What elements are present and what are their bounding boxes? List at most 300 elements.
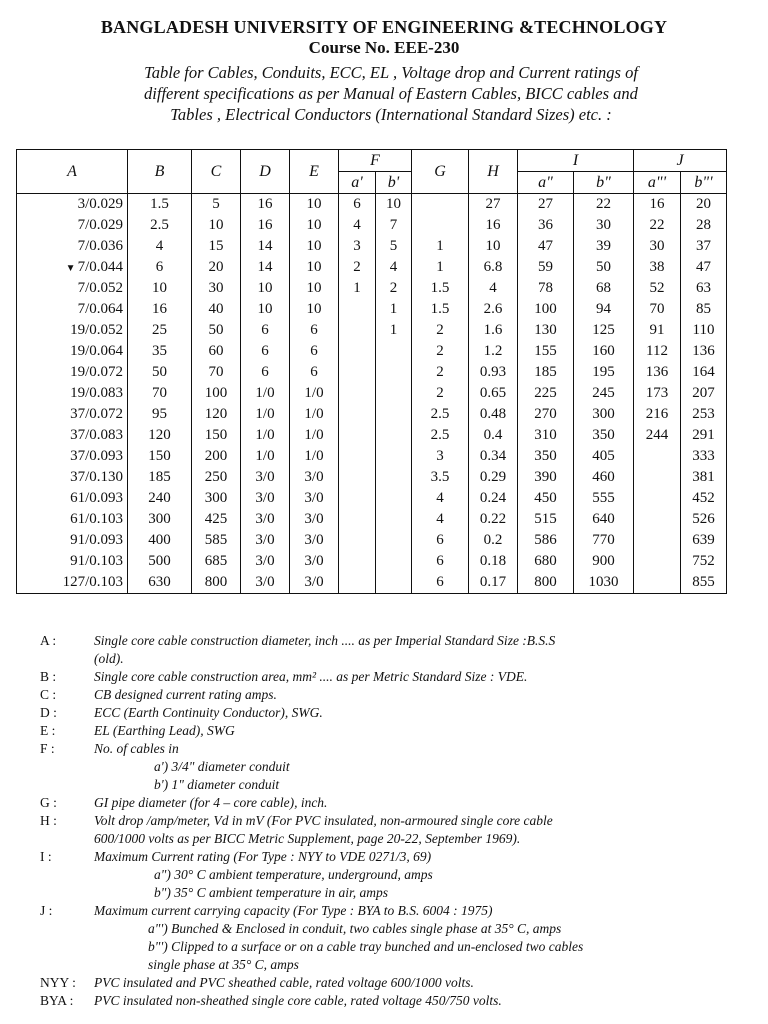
- cell-c: 200: [192, 446, 241, 467]
- legend-key: I :: [40, 849, 52, 864]
- cell-a: [17, 446, 128, 467]
- cell-a-value: 19/0.064: [70, 343, 123, 359]
- cell-ia: 47: [518, 236, 574, 257]
- legend-text: a') 3/4" diameter conduit: [154, 759, 290, 774]
- cell-ja: [634, 530, 681, 551]
- cell-c: 800: [192, 572, 241, 594]
- cell-g: 2: [412, 320, 469, 341]
- cell-d: 1/0: [241, 425, 290, 446]
- cell-fa: 1: [339, 278, 376, 299]
- document-header: [0, 16, 768, 58]
- cell-ib: 460: [574, 467, 634, 488]
- cell-g: 2: [412, 383, 469, 404]
- cell-d: 14: [241, 236, 290, 257]
- legend: [40, 632, 752, 1010]
- cell-a-value: 91/0.103: [70, 553, 123, 569]
- cell-ia: 450: [518, 488, 574, 509]
- legend-text: EL (Earthing Lead), SWG: [94, 723, 235, 738]
- legend-item: [40, 740, 752, 758]
- cell-e: 10: [290, 299, 339, 320]
- cell-ja: [634, 551, 681, 572]
- cell-ja: 52: [634, 278, 681, 299]
- cell-h: 27: [469, 194, 518, 216]
- cell-ib: 30: [574, 215, 634, 236]
- table-row: [17, 341, 727, 362]
- cell-a: [17, 383, 128, 404]
- table-row: [17, 467, 727, 488]
- cell-fb: [376, 572, 412, 594]
- cell-b: 25: [128, 320, 192, 341]
- legend-key: [40, 650, 94, 668]
- cell-jb: 85: [681, 299, 727, 320]
- cell-a-value: 37/0.130: [70, 469, 123, 485]
- cell-ib: 160: [574, 341, 634, 362]
- cell-ib: 22: [574, 194, 634, 216]
- cell-jb: 164: [681, 362, 727, 383]
- legend-item: [40, 650, 752, 668]
- cell-e: 3/0: [290, 467, 339, 488]
- legend-item: [40, 704, 752, 722]
- legend-text: PVC insulated non-sheathed single core cable, rated voltage 450/750 volts.: [94, 993, 502, 1008]
- cell-b: 2.5: [128, 215, 192, 236]
- cell-ib: 50: [574, 257, 634, 278]
- table-row: [17, 320, 727, 341]
- cell-a-value: 37/0.093: [70, 448, 123, 464]
- cell-a: [17, 341, 128, 362]
- cell-ja: 136: [634, 362, 681, 383]
- cell-h: 0.17: [469, 572, 518, 594]
- legend-key: F :: [40, 741, 55, 756]
- cell-h: 0.65: [469, 383, 518, 404]
- cell-b: 120: [128, 425, 192, 446]
- cell-b: 630: [128, 572, 192, 594]
- cell-ia: 36: [518, 215, 574, 236]
- cell-h: 0.29: [469, 467, 518, 488]
- cell-c: 60: [192, 341, 241, 362]
- cell-e: 10: [290, 194, 339, 216]
- cell-e: 10: [290, 278, 339, 299]
- cell-ib: 94: [574, 299, 634, 320]
- cell-fa: 3: [339, 236, 376, 257]
- cell-fa: 4: [339, 215, 376, 236]
- cell-ib: 555: [574, 488, 634, 509]
- legend-key: NYY :: [40, 975, 76, 990]
- cell-ja: [634, 488, 681, 509]
- cell-ia: 225: [518, 383, 574, 404]
- legend-key: A :: [40, 633, 57, 648]
- legend-text: Single core cable construction area, mm² .... as per Metric Standard Size : VDE.: [94, 669, 528, 684]
- cell-e: 3/0: [290, 530, 339, 551]
- cell-c: 300: [192, 488, 241, 509]
- cell-a: [17, 551, 128, 572]
- legend-item: [40, 920, 752, 938]
- cell-d: 3/0: [241, 467, 290, 488]
- cell-e: 3/0: [290, 509, 339, 530]
- table-row: [17, 551, 727, 572]
- cell-b: 300: [128, 509, 192, 530]
- cell-jb: 639: [681, 530, 727, 551]
- cell-h: 0.2: [469, 530, 518, 551]
- cell-g: 3: [412, 446, 469, 467]
- cell-g: 4: [412, 509, 469, 530]
- legend-text: ECC (Earth Continuity Conductor), SWG.: [94, 705, 323, 720]
- legend-text: CB designed current rating amps.: [94, 687, 277, 702]
- cell-a-value: 61/0.103: [70, 511, 123, 527]
- cell-c: 100: [192, 383, 241, 404]
- legend-key: B :: [40, 669, 57, 684]
- cell-ia: 130: [518, 320, 574, 341]
- cell-d: 10: [241, 278, 290, 299]
- cell-b: 150: [128, 446, 192, 467]
- cell-jb: 333: [681, 446, 727, 467]
- intro-paragraph: [46, 62, 736, 125]
- header-e: E: [290, 150, 339, 194]
- cell-b: 35: [128, 341, 192, 362]
- cell-a: [17, 362, 128, 383]
- legend-text: 600/1000 volts as per BICC Metric Supplement, page 20-22, September 1969).: [94, 831, 521, 846]
- cell-jb: 752: [681, 551, 727, 572]
- legend-key: G :: [40, 795, 57, 810]
- cell-a: [17, 404, 128, 425]
- cell-fa: 6: [339, 194, 376, 216]
- cell-a: [17, 215, 128, 236]
- legend-item: [40, 956, 752, 974]
- cell-fa: [339, 383, 376, 404]
- cell-fb: 1: [376, 320, 412, 341]
- cell-h: 0.48: [469, 404, 518, 425]
- cell-b: 50: [128, 362, 192, 383]
- legend-key: C :: [40, 687, 57, 702]
- cell-b: 185: [128, 467, 192, 488]
- cell-h: 1.6: [469, 320, 518, 341]
- cell-c: 250: [192, 467, 241, 488]
- legend-text: Maximum current carrying capacity (For Type : BYA to B.S. 6004 : 1975): [94, 903, 493, 918]
- subheader-i-b: b": [574, 172, 634, 194]
- cell-ib: 39: [574, 236, 634, 257]
- legend-text: GI pipe diameter (for 4 – core cable), inch.: [94, 795, 328, 810]
- cell-a-value: 7/0.064: [77, 301, 123, 317]
- legend-text: b") 35° C ambient temperature in air, amps: [154, 885, 389, 900]
- cell-a-value: 37/0.083: [70, 427, 123, 443]
- cell-a: [17, 530, 128, 551]
- cell-a: [17, 425, 128, 446]
- header-g: G: [412, 150, 469, 194]
- cell-jb: 28: [681, 215, 727, 236]
- cell-b: 240: [128, 488, 192, 509]
- legend-item: [40, 830, 752, 848]
- subheader-j-b: b"': [681, 172, 727, 194]
- cell-g: 2.5: [412, 425, 469, 446]
- cell-h: 0.24: [469, 488, 518, 509]
- cell-d: 3/0: [241, 572, 290, 594]
- cell-e: 3/0: [290, 488, 339, 509]
- cell-fb: 7: [376, 215, 412, 236]
- cell-ia: 350: [518, 446, 574, 467]
- cell-ja: [634, 446, 681, 467]
- table-row: [17, 425, 727, 446]
- cell-jb: 291: [681, 425, 727, 446]
- cell-fb: [376, 530, 412, 551]
- legend-item: [40, 884, 752, 902]
- cell-fb: [376, 509, 412, 530]
- cell-c: 40: [192, 299, 241, 320]
- cell-d: 3/0: [241, 488, 290, 509]
- legend-text: (old).: [94, 651, 124, 666]
- cell-d: 6: [241, 341, 290, 362]
- cell-ja: 70: [634, 299, 681, 320]
- legend-text: No. of cables in: [94, 741, 179, 756]
- cell-g: 1.5: [412, 278, 469, 299]
- cell-a: [17, 257, 128, 278]
- cell-ib: 245: [574, 383, 634, 404]
- cell-ja: 216: [634, 404, 681, 425]
- cell-e: 1/0: [290, 404, 339, 425]
- cell-a-value: 7/0.044: [77, 259, 123, 275]
- cell-ja: 244: [634, 425, 681, 446]
- cell-jb: 381: [681, 467, 727, 488]
- cell-b: 1.5: [128, 194, 192, 216]
- cell-fa: [339, 362, 376, 383]
- legend-key: E :: [40, 723, 56, 738]
- cell-d: 3/0: [241, 530, 290, 551]
- legend-text: a") 30° C ambient temperature, underground, amps: [154, 867, 433, 882]
- cell-fb: [376, 425, 412, 446]
- cell-h: 1.2: [469, 341, 518, 362]
- cell-e: 3/0: [290, 551, 339, 572]
- cell-fa: [339, 467, 376, 488]
- cell-c: 120: [192, 404, 241, 425]
- cell-d: 6: [241, 362, 290, 383]
- cell-jb: 253: [681, 404, 727, 425]
- cell-a: [17, 278, 128, 299]
- cell-ib: 640: [574, 509, 634, 530]
- cell-g: 6: [412, 551, 469, 572]
- cell-c: 150: [192, 425, 241, 446]
- subheader-i-a: a": [518, 172, 574, 194]
- cell-ja: 38: [634, 257, 681, 278]
- cell-g: 2: [412, 362, 469, 383]
- cell-jb: 452: [681, 488, 727, 509]
- subheader-f-a: a': [339, 172, 376, 194]
- cell-c: 585: [192, 530, 241, 551]
- cell-fb: 1: [376, 299, 412, 320]
- cell-ib: 125: [574, 320, 634, 341]
- cell-h: 2.6: [469, 299, 518, 320]
- course-number: Course No. EEE-230: [308, 38, 460, 57]
- cell-ja: 91: [634, 320, 681, 341]
- cell-ja: 173: [634, 383, 681, 404]
- cell-e: 10: [290, 215, 339, 236]
- legend-key: D :: [40, 705, 57, 720]
- header-a: A: [17, 150, 128, 194]
- legend-item: [40, 722, 752, 740]
- cell-fb: 5: [376, 236, 412, 257]
- cell-d: 16: [241, 194, 290, 216]
- cell-jb: 20: [681, 194, 727, 216]
- cell-fb: [376, 551, 412, 572]
- cell-ia: 270: [518, 404, 574, 425]
- cell-b: 4: [128, 236, 192, 257]
- cell-c: 30: [192, 278, 241, 299]
- cell-a: [17, 467, 128, 488]
- cell-g: 4: [412, 488, 469, 509]
- cell-jb: 136: [681, 341, 727, 362]
- cell-a-value: 7/0.036: [77, 238, 123, 254]
- header-b: B: [128, 150, 192, 194]
- cell-fb: [376, 488, 412, 509]
- cell-fa: [339, 299, 376, 320]
- cell-ja: 112: [634, 341, 681, 362]
- cable-spec-table: [16, 149, 727, 594]
- cell-a-value: 19/0.083: [70, 385, 123, 401]
- legend-item: [40, 686, 752, 704]
- cell-a: [17, 488, 128, 509]
- cell-b: 70: [128, 383, 192, 404]
- cell-a-value: 19/0.072: [70, 364, 123, 380]
- header-i: I: [518, 150, 634, 172]
- legend-item: [40, 848, 752, 866]
- cell-fb: [376, 404, 412, 425]
- cell-fa: [339, 551, 376, 572]
- cell-a-value: 37/0.072: [70, 406, 123, 422]
- cell-jb: 855: [681, 572, 727, 594]
- cell-h: 6.8: [469, 257, 518, 278]
- table-row: [17, 215, 727, 236]
- header-c: C: [192, 150, 241, 194]
- legend-item: [40, 992, 752, 1010]
- cell-e: 1/0: [290, 383, 339, 404]
- cell-fa: [339, 488, 376, 509]
- cell-fa: 2: [339, 257, 376, 278]
- legend-key: BYA :: [40, 993, 74, 1008]
- subheader-j-a: a"': [634, 172, 681, 194]
- cell-ia: 100: [518, 299, 574, 320]
- row-marker-icon: ▼: [65, 263, 76, 274]
- cell-fb: [376, 383, 412, 404]
- table-body: [17, 194, 727, 594]
- table-row: [17, 236, 727, 257]
- cell-c: 50: [192, 320, 241, 341]
- legend-item: [40, 974, 752, 992]
- cell-ia: 185: [518, 362, 574, 383]
- cell-b: 6: [128, 257, 192, 278]
- cell-e: 1/0: [290, 446, 339, 467]
- cell-ib: 68: [574, 278, 634, 299]
- cell-c: 70: [192, 362, 241, 383]
- cell-h: 0.4: [469, 425, 518, 446]
- cell-e: 6: [290, 362, 339, 383]
- cell-a-value: 19/0.052: [70, 322, 123, 338]
- cell-fa: [339, 320, 376, 341]
- table-row: [17, 194, 727, 216]
- legend-item: [40, 668, 752, 686]
- legend-item: [40, 902, 752, 920]
- cell-d: 1/0: [241, 404, 290, 425]
- cell-ib: 770: [574, 530, 634, 551]
- cell-ia: 310: [518, 425, 574, 446]
- cell-fb: 4: [376, 257, 412, 278]
- cell-ib: 350: [574, 425, 634, 446]
- cell-fb: [376, 362, 412, 383]
- cell-jb: 37: [681, 236, 727, 257]
- legend-key: [40, 830, 94, 848]
- cell-fa: [339, 425, 376, 446]
- cell-a-value: 3/0.029: [77, 196, 123, 212]
- cell-ib: 1030: [574, 572, 634, 594]
- intro-line: Table for Cables, Conduits, ECC, EL , Voltage drop and Current ratings of: [144, 63, 638, 82]
- cell-ib: 900: [574, 551, 634, 572]
- legend-text: Maximum Current rating (For Type : NYY to VDE 0271/3, 69): [94, 849, 432, 864]
- legend-key: H :: [40, 813, 57, 828]
- table-row: [17, 404, 727, 425]
- cell-d: 1/0: [241, 383, 290, 404]
- cell-fb: [376, 467, 412, 488]
- cell-e: 6: [290, 341, 339, 362]
- cell-d: 14: [241, 257, 290, 278]
- cell-a-value: 61/0.093: [70, 490, 123, 506]
- table-row: [17, 257, 727, 278]
- legend-item: [40, 776, 752, 794]
- cell-ia: 155: [518, 341, 574, 362]
- cell-e: 10: [290, 257, 339, 278]
- cell-a: [17, 236, 128, 257]
- cell-h: 0.93: [469, 362, 518, 383]
- cell-d: 10: [241, 299, 290, 320]
- cell-g: 1: [412, 236, 469, 257]
- cell-fb: [376, 446, 412, 467]
- table-row: [17, 530, 727, 551]
- cell-h: 0.22: [469, 509, 518, 530]
- legend-text: single phase at 35° C, amps: [148, 957, 299, 972]
- cell-b: 500: [128, 551, 192, 572]
- cell-jb: 110: [681, 320, 727, 341]
- cell-a: [17, 194, 128, 216]
- cell-h: 0.18: [469, 551, 518, 572]
- cell-b: 10: [128, 278, 192, 299]
- table-row: [17, 362, 727, 383]
- cell-a-value: 7/0.029: [77, 217, 123, 233]
- cell-jb: 207: [681, 383, 727, 404]
- cell-fb: [376, 341, 412, 362]
- cell-g: 2.5: [412, 404, 469, 425]
- cell-ia: 586: [518, 530, 574, 551]
- cell-ia: 78: [518, 278, 574, 299]
- cell-e: 3/0: [290, 572, 339, 594]
- cell-ja: 22: [634, 215, 681, 236]
- cell-h: 16: [469, 215, 518, 236]
- cell-a-value: 91/0.093: [70, 532, 123, 548]
- cell-g: 3.5: [412, 467, 469, 488]
- cell-a: [17, 572, 128, 594]
- cell-ia: 390: [518, 467, 574, 488]
- cell-fa: [339, 572, 376, 594]
- cell-c: 15: [192, 236, 241, 257]
- cell-c: 10: [192, 215, 241, 236]
- legend-text: b"') Clipped to a surface or on a cable tray bunched and un-enclosed two cables: [148, 939, 584, 954]
- cell-jb: 47: [681, 257, 727, 278]
- cell-e: 10: [290, 236, 339, 257]
- cell-a: [17, 509, 128, 530]
- subheader-f-b: b': [376, 172, 412, 194]
- cell-b: 400: [128, 530, 192, 551]
- cell-d: 3/0: [241, 551, 290, 572]
- cell-fa: [339, 530, 376, 551]
- legend-text: a"') Bunched & Enclosed in conduit, two cables single phase at 35° C, amps: [148, 921, 562, 936]
- cell-a: [17, 299, 128, 320]
- cell-ib: 195: [574, 362, 634, 383]
- legend-text: Volt drop /amp/meter, Vd in mV (For PVC insulated, non-armoured single core cable: [94, 813, 553, 828]
- table-row: [17, 278, 727, 299]
